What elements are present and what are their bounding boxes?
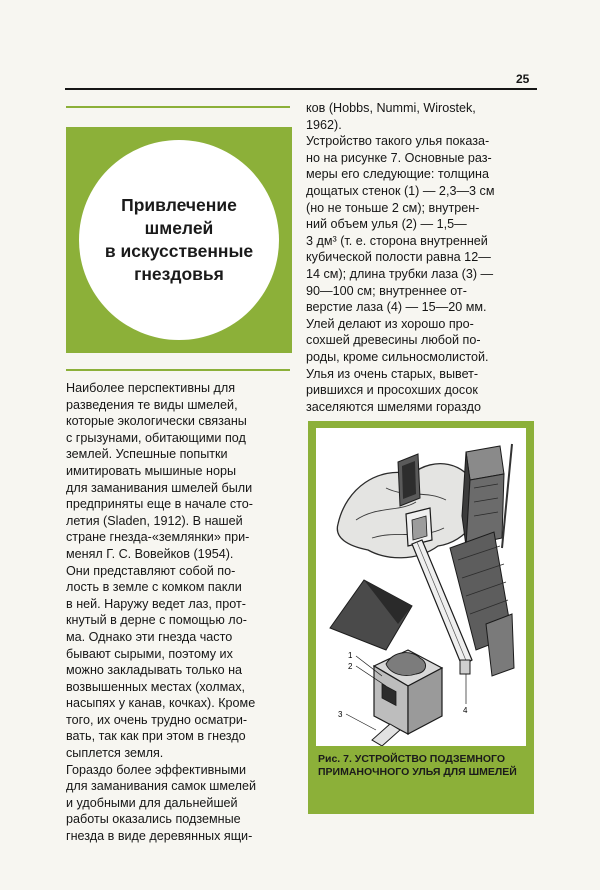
left-column-text (66, 380, 294, 845)
text-line: роды, кроме сильносмолистой. (306, 349, 489, 364)
text-line: 14 см); длина трубки лаза (3) — (306, 266, 494, 281)
text-line: рившихся и просохших досок (306, 383, 478, 398)
heading-line: в искусственные (104, 241, 254, 261)
text-line: (но не тоньше 2 см); внутрен- (306, 200, 480, 215)
text-line: 1962). (306, 117, 342, 132)
text-line: сохшей древесины любой по- (306, 333, 481, 348)
text-line: которые экологически связаны (66, 414, 247, 429)
heading-circle (79, 140, 279, 340)
text-line: Наиболее перспективны для (66, 381, 236, 395)
text-line: Гораздо более эффективными (66, 762, 246, 777)
text-line: предприняты еще в начале сто- (66, 497, 253, 512)
text-line: можно закладывать только на (66, 663, 243, 678)
text-line: менял Г. С. Вовейков (1954). (66, 546, 234, 561)
heading-block (66, 127, 292, 353)
heading-line: гнездовья (134, 264, 224, 284)
text-line: того, их очень трудно осматри- (66, 712, 248, 727)
text-line: верстие лаза (4) — 15—20 мм. (306, 300, 487, 315)
hive-illustration (316, 428, 526, 746)
text-line: но на рисунке 7. Основные раз- (306, 150, 492, 165)
text-line: летия (Sladen, 1912). В нашей (66, 513, 243, 528)
text-line: ма. Однако эти гнезда часто (66, 629, 233, 644)
text-line: гнезда в виде деревянных ящи- (66, 829, 253, 844)
text-line: Улья из очень старых, вывет- (306, 366, 479, 381)
text-line: заселяются шмелями гораздо (306, 399, 481, 414)
figure-label-3: 3 (338, 710, 343, 719)
figure-caption: Рис. 7. УСТРОЙСТВО ПОДЗЕМНОГО ПРИМАНОЧНОГО УЛЬЯ ДЛЯ ШМЕЛЕЙ (318, 753, 517, 778)
text-line: лость в земле с комком пакли (66, 580, 242, 595)
text-line: насыпях у канав, кочках). Кроме (66, 696, 256, 711)
text-line: меры его следующие: толщина (306, 167, 489, 182)
text-line: сыплется земля. (66, 746, 164, 761)
figure-illustration (316, 428, 526, 746)
text-line: вать, так как при этом в гнездо (66, 729, 246, 744)
green-divider-bottom (66, 369, 290, 371)
text-line: для заманивания шмелей были (66, 480, 253, 495)
text-line: возвышенных местах (холмах, (66, 679, 246, 694)
text-line: кубической полости равна 12— (306, 250, 491, 265)
text-line: с грызунами, обитающими под (66, 430, 246, 445)
chapter-heading (90, 194, 268, 286)
figure-label-2: 2 (348, 662, 353, 671)
text-line: работы оказались подземные (66, 812, 241, 827)
header-rule (65, 88, 537, 90)
text-line: 3 дм³ (т. е. сторона внутренней (306, 233, 488, 248)
text-line: Они представляют собой по- (66, 563, 236, 578)
text-line: ний объем улья (2) — 1,5— (306, 217, 467, 232)
text-line: дощатых стенок (1) — 2,3—3 см (306, 183, 495, 198)
text-line: и удобными для дальнейшей (66, 795, 238, 810)
right-column-text (306, 100, 534, 415)
text-line: землей. Успешные попытки (66, 447, 228, 462)
heading-line: Привлечение (121, 195, 237, 215)
figure-label-4: 4 (463, 706, 468, 715)
text-line: в ней. Наружу ведет лаз, прот- (66, 596, 246, 611)
text-line: Улей делают из хорошо про- (306, 316, 474, 331)
text-line: бывают сырыми, поэтому их (66, 646, 233, 661)
green-divider-top (66, 106, 290, 108)
heading-line: шмелей (144, 218, 214, 238)
text-line: имитировать мышиные норы (66, 463, 237, 478)
text-line: Устройство такого улья показа- (306, 134, 490, 149)
figure-label-1: 1 (348, 651, 353, 660)
figure-panel (308, 421, 534, 814)
text-line: ков (Hobbs, Nummi, Wirostek, (306, 101, 476, 115)
text-line: 90—100 см; внутреннее от- (306, 283, 467, 298)
text-line: для заманивания самок шмелей (66, 779, 257, 794)
page-number: 25 (516, 72, 530, 86)
text-line: разведения те виды шмелей, (66, 397, 238, 412)
text-line: стране гнезда-«землянки» при- (66, 530, 250, 545)
text-line: кнутый в дерне с помощью ло- (66, 613, 247, 628)
